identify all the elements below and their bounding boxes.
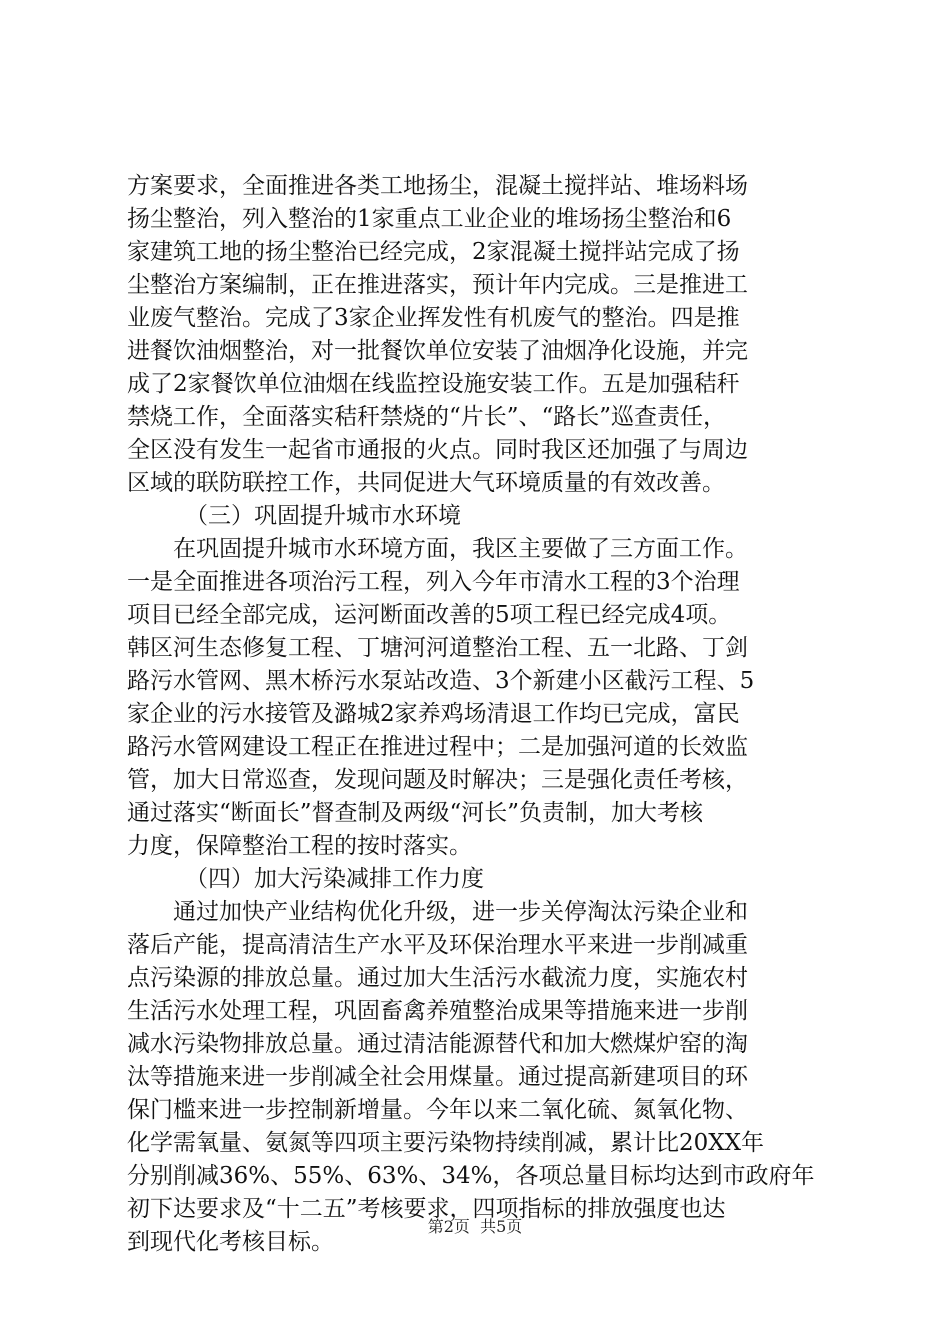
paragraph-first-line: 通过加快产业结构优化升级，进一步关停淘汰污染企业和	[173, 899, 748, 925]
paragraph-first-line: 在巩固提升城市水环境方面，我区主要做了三方面工作。	[173, 536, 748, 562]
text-line: 扬尘整治，列入整治的1家重点工业企业的堆场扬尘整治和6	[127, 206, 732, 232]
text-line: 汰等措施来进一步削减全社会用煤量。通过提高新建项目的环	[127, 1064, 748, 1090]
text-line: 落后产能，提高清洁生产水平及环保治理水平来进一步削减重	[127, 932, 748, 958]
document-body	[127, 170, 827, 1259]
text-line: 韩区河生态修复工程、丁塘河河道整治工程、五一北路、丁剑	[127, 635, 748, 661]
text-line: 力度，保障整治工程的按时落实。	[127, 833, 472, 859]
section-heading: （三）巩固提升城市水环境	[185, 503, 461, 529]
text-line: 业废气整治。完成了3家企业挥发性有机废气的整治。四是推	[127, 305, 740, 331]
text-line: 保门槛来进一步控制新增量。今年以来二氧化硫、氮氧化物、	[127, 1097, 748, 1123]
text-line: 尘整治方案编制，正在推进落实，预计年内完成。三是推进工	[127, 272, 748, 298]
text-line: 进餐饮油烟整治，对一批餐饮单位安装了油烟净化设施，并完	[127, 338, 748, 364]
text-line: 区域的联防联控工作，共同促进大气环境质量的有效改善。	[127, 470, 725, 496]
text-line: 管，加大日常巡查，发现问题及时解决；三是强化责任考核，	[127, 767, 748, 793]
section-heading: （四）加大污染减排工作力度	[185, 866, 484, 892]
page-number: 第2页 共5页	[427, 1217, 523, 1236]
text-line: 家企业的污水接管及潞城2家养鸡场清退工作均已完成，富民	[127, 701, 740, 727]
text-line: 一是全面推进各项治污工程，列入今年市清水工程的3个治理	[127, 569, 740, 595]
text-line: 方案要求，全面推进各类工地扬尘，混凝土搅拌站、堆场料场	[127, 173, 748, 199]
text-line: 成了2家餐饮单位油烟在线监控设施安装工作。五是加强秸秆	[127, 371, 740, 397]
text-line: 减水污染物排放总量。通过清洁能源替代和加大燃煤炉窑的淘	[127, 1031, 748, 1057]
text-line: 点污染源的排放总量。通过加大生活污水截流力度，实施农村	[127, 965, 748, 991]
text-line: 初下达要求及“十二五”考核要求，四项指标的排放强度也达	[127, 1196, 726, 1222]
text-line: 化学需氧量、氨氮等四项主要污染物持续削减，累计比20XX年	[127, 1130, 765, 1156]
text-line: 到现代化考核目标。	[127, 1229, 334, 1255]
page-footer	[0, 1216, 950, 1238]
text-line: 通过落实“断面长”督查制及两级“河长”负责制，加大考核	[127, 800, 704, 826]
text-line: 路污水管网建设工程正在推进过程中；二是加强河道的长效监	[127, 734, 748, 760]
text-line: 路污水管网、黑木桥污水泵站改造、3个新建小区截污工程、5	[127, 668, 755, 694]
text-line: 分别削减36%、55%、63%、34%，各项总量目标均达到市政府年	[127, 1163, 815, 1189]
text-line: 项目已经全部完成，运河断面改善的5项工程已经完成4项。	[127, 602, 732, 628]
text-line: 生活污水处理工程，巩固畜禽养殖整治成果等措施来进一步削	[127, 998, 748, 1024]
text-line: 禁烧工作，全面落实秸秆禁烧的“片长”、“路长”巡查责任，	[127, 404, 727, 430]
text-line: 全区没有发生一起省市通报的火点。同时我区还加强了与周边	[127, 437, 748, 463]
text-line: 家建筑工地的扬尘整治已经完成，2家混凝土搅拌站完成了扬	[127, 239, 740, 265]
